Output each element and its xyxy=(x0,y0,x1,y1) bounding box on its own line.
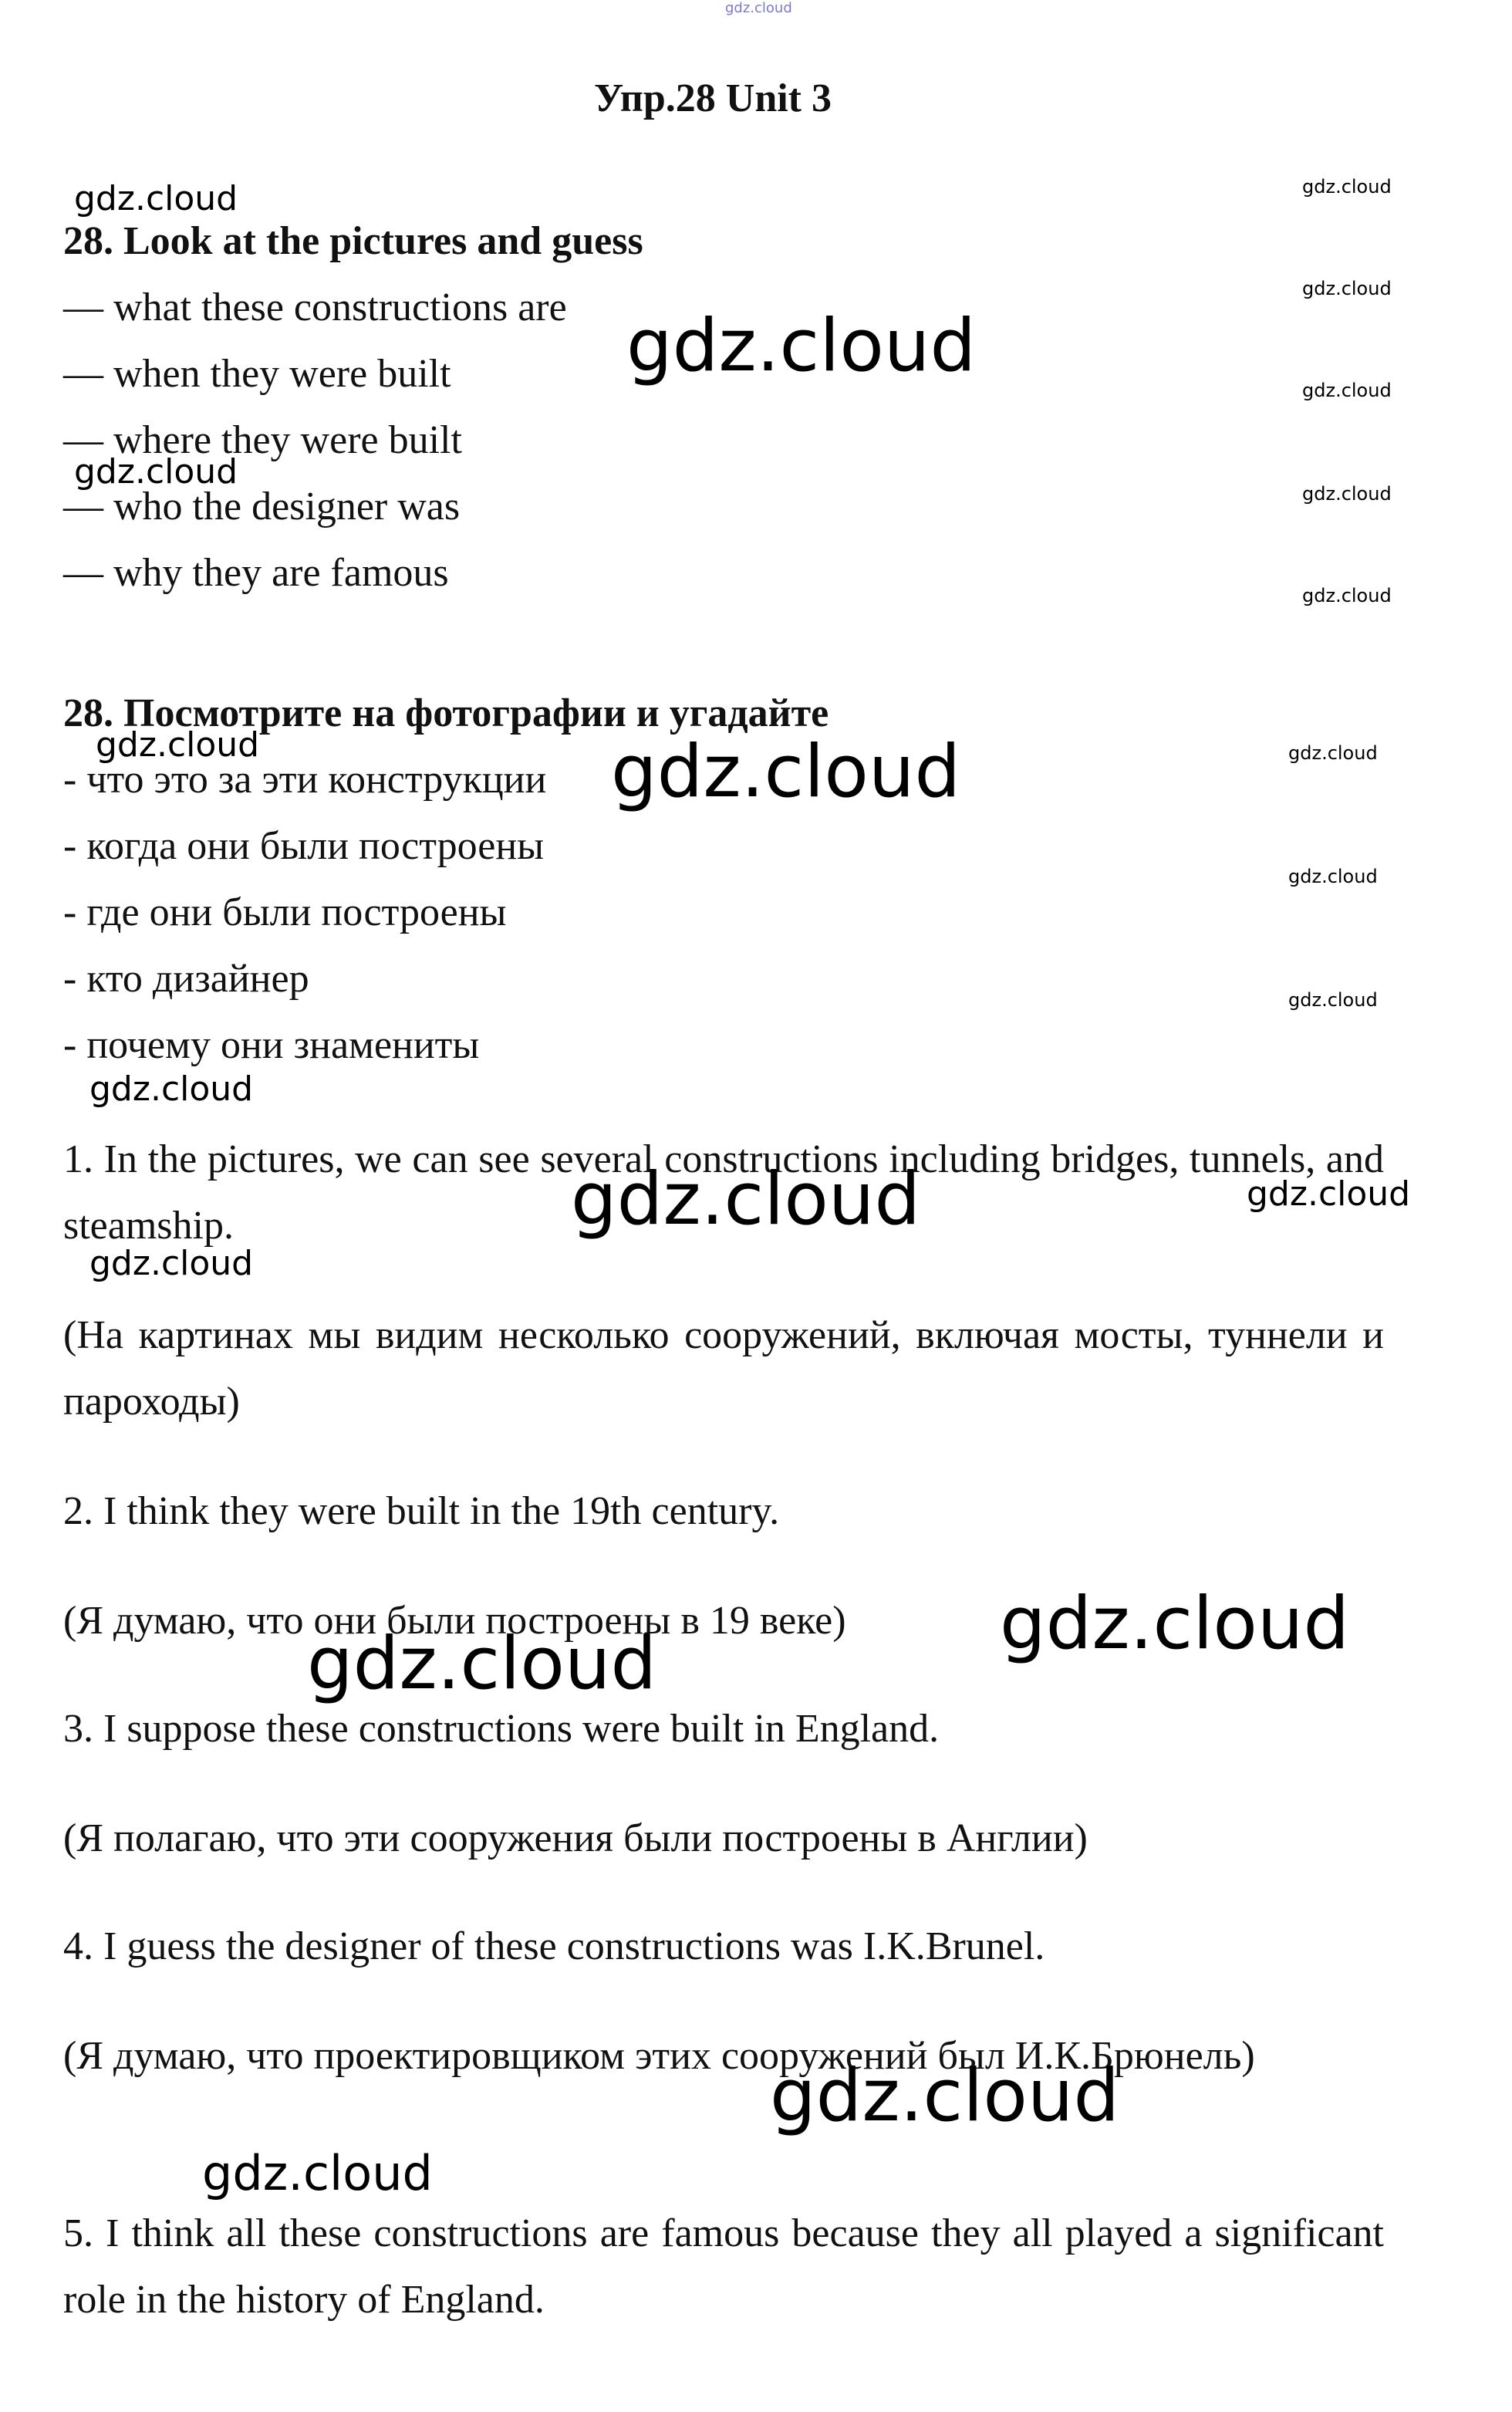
watermark: gdz.cloud xyxy=(1000,1582,1350,1666)
answer-1-ru: (На картинах мы видим несколько сооружений, включая мосты, туннели и пароходы) xyxy=(63,1313,1384,1424)
watermark: gdz.cloud xyxy=(1302,176,1392,198)
page-title: Упр.28 Unit 3 xyxy=(593,76,832,120)
watermark: gdz.cloud xyxy=(611,730,961,814)
watermark: gdz.cloud xyxy=(571,1157,921,1241)
answer-2-en: 2. I think they were built in the 19th century. xyxy=(63,1489,780,1533)
watermark: gdz.cloud xyxy=(725,0,792,16)
watermark: gdz.cloud xyxy=(1302,278,1392,299)
watermark: gdz.cloud xyxy=(1288,742,1378,764)
watermark: gdz.cloud xyxy=(770,2054,1120,2138)
task-item: - кто дизайнер xyxy=(63,957,309,1001)
task-item: — when they were built xyxy=(63,352,451,396)
task-item: - что это за эти конструкции xyxy=(63,758,547,802)
task-item: - где они были построены xyxy=(63,890,507,934)
watermark: gdz.cloud xyxy=(1302,483,1392,505)
watermark: gdz.cloud xyxy=(1302,380,1392,401)
watermark: gdz.cloud xyxy=(626,304,977,388)
task-heading-ru: 28. Посмотрите на фотографии и угадайте xyxy=(63,691,829,735)
watermark: gdz.cloud xyxy=(202,2145,433,2201)
watermark: gdz.cloud xyxy=(74,179,238,218)
task-russian xyxy=(63,681,1384,1079)
watermark: gdz.cloud xyxy=(74,452,238,492)
task-item: — who the designer was xyxy=(63,485,461,529)
watermark: gdz.cloud xyxy=(1247,1174,1411,1214)
watermark: gdz.cloud xyxy=(1288,989,1378,1011)
task-item: - почему они знамениты xyxy=(63,1023,480,1067)
answer-3-en: 3. I suppose these constructions were built in England. xyxy=(63,1707,940,1751)
task-item: — where they were built xyxy=(63,418,462,462)
watermark: gdz.cloud xyxy=(96,725,260,765)
answer-5-en: 5. I think all these constructions are famous because they all played a significant role in the history of England. xyxy=(63,2211,1384,2322)
answer-1-en: 1. In the pictures, we can see several constructions including bridges, tunnels, and steamship. xyxy=(63,1137,1384,1248)
watermark: gdz.cloud xyxy=(1302,585,1392,606)
task-item: — why they are famous xyxy=(63,551,449,595)
watermark: gdz.cloud xyxy=(89,1069,254,1109)
task-english xyxy=(63,208,1384,606)
task-item: — what these constructions are xyxy=(63,285,567,329)
answer-4-en: 4. I guess the designer of these constructions was I.K.Brunel. xyxy=(63,1924,1045,1968)
answer-4-ru: (Я думаю, что проектировщиком этих сооружений был И.К.Брюнель) xyxy=(63,2034,1255,2078)
task-heading-en: 28. Look at the pictures and guess xyxy=(63,219,643,263)
watermark: gdz.cloud xyxy=(1288,866,1378,887)
watermark: gdz.cloud xyxy=(89,1244,254,1283)
answer-3-ru: (Я полагаю, что эти сооружения были построены в Англии) xyxy=(63,1816,1088,1860)
watermark: gdz.cloud xyxy=(307,1622,657,1706)
answer-2-ru: (Я думаю, что они были построены в 19 веке) xyxy=(63,1599,846,1643)
task-item: - когда они были построены xyxy=(63,824,545,868)
